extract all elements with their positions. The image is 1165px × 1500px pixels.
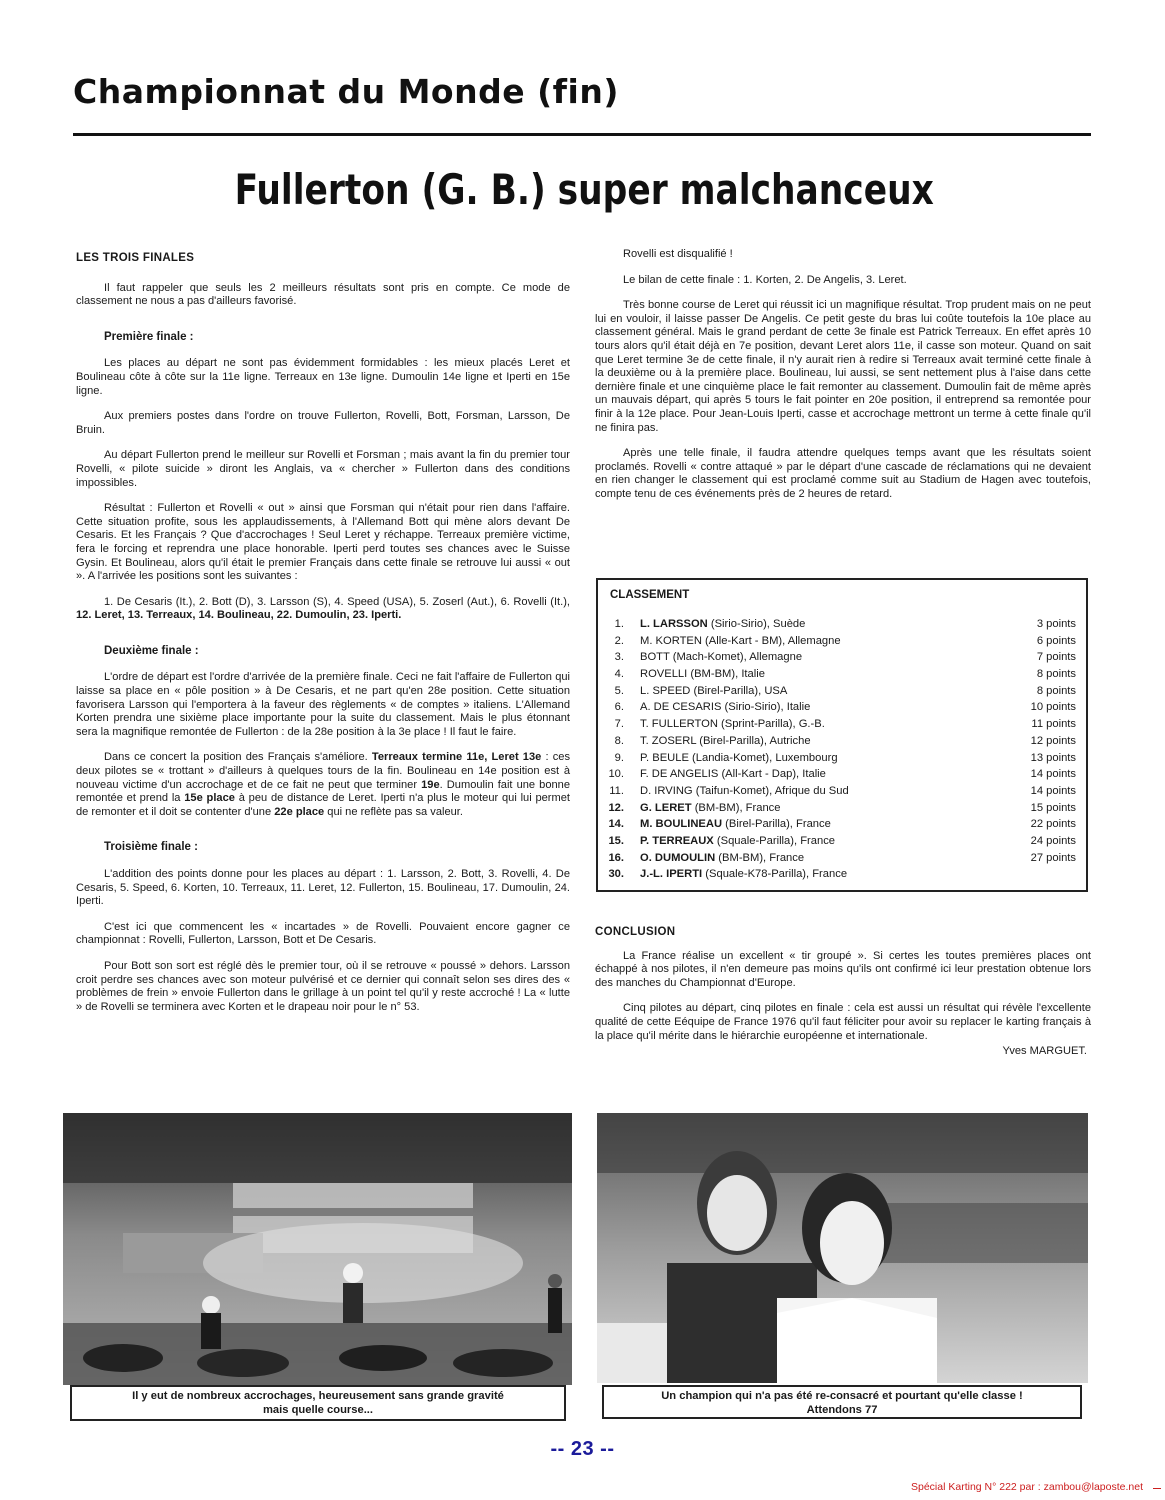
standings-driver-team: (Squale-Parilla), France	[713, 834, 836, 847]
standings-driver-team: P. BEULE (Landia-Komet), Luxembourg	[640, 751, 838, 764]
corner-mark	[1153, 1488, 1161, 1489]
standings-rank: 4.	[614, 668, 624, 681]
standings-driver	[640, 733, 811, 750]
text-run: . Dumoulin fait une bonne remontée et prend la	[76, 778, 570, 805]
finale3-heading: Troisième finale :	[104, 841, 198, 854]
standings-driver-team: (Birel-Parilla), France	[722, 818, 831, 831]
left-caption-line-2: mais quelle course...	[262, 1403, 374, 1416]
standings-rank: 8.	[614, 734, 624, 747]
standings-rank: 3.	[614, 651, 624, 664]
standings-driver-name: M. BOULINEAU	[640, 818, 723, 831]
standings-row	[598, 683, 1086, 700]
standings-driver-name: P. TERREAUX	[640, 834, 714, 847]
standings-points: 7 points	[1036, 651, 1076, 664]
article-headline: Fullerton (G. B.) super malchanceux	[234, 165, 934, 214]
standings-table	[596, 578, 1088, 892]
standings-driver	[640, 649, 802, 666]
standings-rank: 12.	[608, 801, 624, 814]
scan-credit: Spécial Karting N° 222 par : zambou@laposte.net	[911, 1481, 1143, 1493]
standings-driver	[640, 800, 780, 817]
right-column	[595, 248, 1091, 514]
finale2-heading: Deuxième finale :	[104, 644, 199, 657]
standings-rank: 7.	[614, 718, 624, 731]
right-paragraph-1: Rovelli est disqualifié !	[623, 248, 733, 260]
standings-driver-team: M. KORTEN (Alle-Kart - BM), Allemagne	[640, 634, 841, 647]
standings-row	[598, 816, 1086, 833]
standings-rank: 10.	[608, 768, 624, 781]
finale1-results-french: 12. Leret, 13. Terreaux, 14. Boulineau, 22. Dumoulin, 23. Iperti.	[76, 609, 402, 622]
standings-driver-team: L. SPEED (Birel-Parilla), USA	[640, 684, 788, 697]
standings-points: 24 points	[1030, 834, 1076, 847]
conclusion-section	[595, 926, 1091, 1071]
standings-driver	[640, 750, 838, 767]
standings-points: 6 points	[1036, 634, 1076, 647]
standings-points: 10 points	[1030, 701, 1076, 714]
standings-driver-name: G. LERET	[640, 801, 692, 814]
finales-heading: LES TROIS FINALES	[76, 252, 195, 264]
standings-row	[598, 633, 1086, 650]
standings-row	[598, 750, 1086, 767]
finale3-paragraph-1: L'addition des points donne pour les places au départ : 1. Larsson, 2. Bott, 3. Rovelli, 4. De Cesaris, 5. Speed, 6. Korten, 10. Terreaux, 11. Leret, 12. Fullerton, 15. Boulineau, 17. Dumoulin, 24. Iperti.	[76, 868, 570, 908]
standings-points: 27 points	[1030, 851, 1076, 864]
standings-driver	[640, 716, 825, 733]
standings-row	[598, 733, 1086, 750]
standings-rank: 6.	[614, 701, 624, 714]
finale1-heading: Première finale :	[104, 330, 194, 343]
conclusion-paragraph-2: Cinq pilotes au départ, cinq pilotes en finale : cela est aussi un résultat qui révèle l'excellente qualité de cette Eéquipe de France 1976 qu'il faut féliciter pour avoir su replacer le karting français à la place qu'il mérite dans le hiérarchie européenne et internationale.	[595, 1002, 1091, 1042]
finale2-paragraph-2	[76, 751, 570, 819]
standings-rank: 11.	[609, 784, 624, 797]
title-divider	[73, 133, 1091, 136]
standings-driver-team: (Squale-K78-Parilla), France	[702, 868, 848, 881]
right-paragraph-4: Après une telle finale, il faudra attendre quelques temps avant que les résultats soient proclamés. Rovelli « contre attaqué » par le départ d'une cascade de réclamations qui ne devaient en rien changer le classement qui est proclamé comme suit au Stadium de Hagen avec toutefois, compte tenu de ces événements près de 2 heures de retard.	[595, 447, 1091, 500]
standings-row	[598, 666, 1086, 683]
left-caption-line-1: Il y eut de nombreux accrochages, heureusement sans grande gravité	[132, 1390, 504, 1402]
standings-points: 3 points	[1036, 618, 1076, 630]
author-signature: Yves MARGUET.	[1002, 1045, 1087, 1058]
standings-driver-team: D. IRVING (Taifun-Komet), Afrique du Sud	[640, 784, 849, 797]
conclusion-heading: CONCLUSION	[595, 926, 676, 938]
finale1-results-plain: 1. De Cesaris (It.), 2. Bott (D), 3. Larsson (S), 4. Speed (USA), 5. Zoserl (Aut.), 6. Rovelli (It.),	[104, 595, 570, 608]
standings-driver-team: (Sirio-Sirio), Suède	[707, 618, 806, 630]
standings-driver-team: BOTT (Mach-Komet), Allemagne	[640, 651, 803, 664]
conclusion-paragraph-1: La France réalise un excellent « tir groupé ». Si certes les toutes premières places ont échappé à nos pilotes, il n'en demeure pas moins qu'ils ont confirmé ici leur prestation obtenue lors des manches du Championnat d'Europe.	[595, 949, 1091, 989]
text-run-bold: 19e	[421, 778, 440, 791]
intro-paragraph: Il faut rappeler que seuls les 2 meilleurs résultats sont pris en compte. Ce mode de classement ne nous a pas d'ailleurs favorisé.	[76, 281, 570, 308]
standings-driver	[640, 633, 841, 650]
standings-rank: 5.	[614, 684, 624, 697]
standings-driver	[640, 850, 804, 867]
finale1-paragraph-1: Les places au départ ne sont pas évidemment formidables : les mieux placés Leret et Boulineau côte à côte sur la 11e ligne. Terreaux en 13e ligne. Dumoulin 14e ligne et Iperti en 15e ligne.	[76, 357, 570, 397]
standings-rank: 9.	[614, 751, 624, 764]
right-paragraph-3: Très bonne course de Leret qui réussit ici un magnifique résultat. Trop prudent mais on ne peut lui en vouloir, il laisse passer De Angelis. Ce petit geste du bras lui coûte toutefois la 10e place au classement général. Mais le grand perdant de cette 3e finale est Patrick Terreaux. En effet après 10 tours alors qu'il était déjà en 7e position, devant Leret alors 11e, il casse son moteur. Quand on sait que Leret termine 3e de cette finale, il n'y aurait rien à redire si Terreaux avait terminé cette finale à la deuxième ou à la première place. Boulineau, lui aussi, se sent nettement plus à l'aise dans cette dernière finale et une cinquième place le fait remonter au classement. Dumoulin fait de même après un mauvais départ, qui après 5 tours le fait pointer en 20e position, il entreprend sa remontée pour finir à la 12e place. Pour Jean-Louis Iperti, casse et accrochage mettront un terme à cette finale qu'il ne finira pas.	[595, 299, 1091, 434]
standings-driver	[640, 766, 826, 783]
finale1-paragraph-4: Résultat : Fullerton et Rovelli « out » ainsi que Forsman qui n'était pour rien dans l'affaire. Cette situation profite, sous les applaudissements, à l'Allemand Bott qui mène alors devant De Cesaris. Et les Français ? Que d'accrochages ! Seul Leret y réchappe. Terreaux première victime, fera le forcing et reprendra une place honorable. Iperti perd toutes ses chances avec le Suisse Gysin. Et Boulineau, alors qu'il était le premier Français dans cette finale se retrouve lui aussi « out ». A l'arrivée les positions sont les suivantes :	[76, 502, 570, 583]
standings-points: 13 points	[1030, 751, 1076, 764]
text-run-bold: 22e place	[274, 805, 325, 818]
standings-row	[598, 783, 1086, 800]
standings-driver	[640, 666, 765, 683]
standings-rank: 14.	[608, 818, 624, 831]
standings-driver	[640, 866, 847, 883]
standings-driver-team: T. FULLERTON (Sprint-Parilla), G.-B.	[640, 718, 825, 731]
standings-driver	[640, 816, 831, 833]
standings-driver-team: (BM-BM), France	[691, 801, 781, 814]
standings-driver-team: T. ZOSERL (Birel-Parilla), Autriche	[640, 734, 811, 747]
standings-driver	[640, 699, 810, 716]
standings-points: 8 points	[1036, 668, 1076, 681]
finale3-paragraph-3: Pour Bott son sort est réglé dès le premier tour, où il se retrouve « poussé » dehors. Larsson croit perdre ses chances avec son moteur pulvérisé et ce dernier qui connaît selon ses dires des « problèmes de frein » envoie Fullerton dans le grillage à un point tel qu'il y reste accroché ! La « lutte » de Rovelli se terminera avec Korten et le drapeau noir pour le n° 53.	[76, 959, 570, 1013]
finale1-paragraph-2: Aux premiers postes dans l'ordre on trouve Fullerton, Rovelli, Bott, Forsman, Larsson, De Bruin.	[76, 410, 570, 436]
standings-rank: 16.	[608, 851, 624, 864]
standings-row	[598, 649, 1086, 666]
standings-driver-name: J.-L. IPERTI	[640, 868, 703, 881]
standings-points: 14 points	[1030, 784, 1076, 797]
standings-driver-team: F. DE ANGELIS (All-Kart - Dap), Italie	[640, 768, 826, 781]
right-photo-caption	[602, 1385, 1082, 1419]
text-run-bold: Terreaux termine 11e, Leret 13e	[371, 751, 542, 764]
finale1-paragraph-3: Au départ Fullerton prend le meilleur sur Rovelli et Forsman ; mais avant la fin du premier tour Rovelli, « pilote suicide » diront les Anglais, va « chercher » Fullerton dans des conditions impossibles.	[76, 449, 570, 489]
standings-rows	[598, 616, 1086, 883]
standings-driver-team: ROVELLI (BM-BM), Italie	[640, 668, 765, 681]
standings-driver-team: (BM-BM), France	[715, 851, 805, 864]
race-crash-illustration	[63, 1113, 572, 1385]
finale2-paragraph-1: L'ordre de départ est l'ordre d'arrivée de la première finale. Ceci ne fait l'affaire de Fullerton qui laisse sa place en « pôle position » à De Cesaris, et ne part qu'en 28e position. Cette situation favorisera Larsson qui l'emportera à la faveur des règlements « de comptes » italiens. L'Allemand Korten prendra une sixième place importante pour la suite du classement. Mais le plus étonnant sera la magnifique remontée de Fullerton : de la 28e position à la 3e place ! Il faut le faire.	[76, 671, 570, 738]
standings-points: 15 points	[1030, 801, 1076, 814]
standings-row	[598, 766, 1086, 783]
standings-row	[598, 699, 1086, 716]
standings-row	[598, 716, 1086, 733]
standings-points: 8 points	[1036, 684, 1076, 697]
text-run: Dans ce concert la position des Français s'améliore.	[104, 751, 372, 764]
text-run: : ces deux pilotes se « trottant » d'ailleurs à quelques tours de la fin. Boulineau en 14e position est à nouveau victime d'un accrochage et de ce fait ne peut que terminer	[76, 751, 571, 791]
standings-driver	[640, 783, 849, 800]
standings-driver-name: L. LARSSON	[640, 618, 708, 630]
standings-driver	[640, 683, 787, 700]
left-column	[76, 252, 570, 1026]
standings-row	[598, 866, 1086, 883]
text-run: qui ne reflète pas sa valeur.	[324, 805, 463, 818]
standings-rank: 15.	[608, 834, 624, 847]
standings-row	[598, 800, 1086, 817]
text-run-bold: 15e place	[184, 792, 235, 805]
right-caption-line-1: Un champion qui n'a pas été re-consacré et pourtant qu'elle classe !	[661, 1390, 1023, 1402]
standings-row	[598, 616, 1086, 633]
standings-points: 12 points	[1030, 734, 1076, 747]
standings-rank: 30.	[608, 868, 624, 881]
champion-portrait-illustration	[597, 1113, 1088, 1383]
standings-points: 14 points	[1030, 768, 1076, 781]
standings-points: 11 points	[1031, 718, 1076, 731]
standings-driver-name: O. DUMOULIN	[640, 851, 716, 864]
champion-portrait-photo	[597, 1113, 1088, 1383]
standings-row	[598, 850, 1086, 867]
standings-driver	[640, 833, 835, 850]
page-number: -- 23 --	[550, 1438, 615, 1460]
standings-driver	[640, 616, 805, 633]
left-photo-caption	[70, 1385, 566, 1421]
standings-title: CLASSEMENT	[610, 589, 690, 601]
text-run: à peu de distance de Leret. Iperti n'a plus le moteur qui lui permet de remonter et il doit se contenter d'une	[76, 792, 570, 818]
right-paragraph-2: Le bilan de cette finale : 1. Korten, 2. De Angelis, 3. Leret.	[623, 273, 907, 286]
race-crash-photo	[63, 1113, 572, 1385]
right-caption-line-2: Attendons 77	[806, 1403, 878, 1416]
standings-rank: 1.	[614, 618, 624, 630]
finale3-paragraph-2: C'est ici que commencent les « incartades » de Rovelli. Pouvaient encore gagner ce championnat : Rovelli, Fullerton, Larsson, Bott et De Cesaris.	[76, 920, 570, 947]
standings-rank: 2.	[614, 634, 624, 647]
section-title: Championnat du Monde (fin)	[73, 72, 619, 111]
standings-driver-team: A. DE CESARIS (Sirio-Sirio), Italie	[640, 701, 811, 714]
standings-points: 22 points	[1030, 818, 1076, 831]
finale1-results	[76, 596, 570, 623]
standings-row	[598, 833, 1086, 850]
